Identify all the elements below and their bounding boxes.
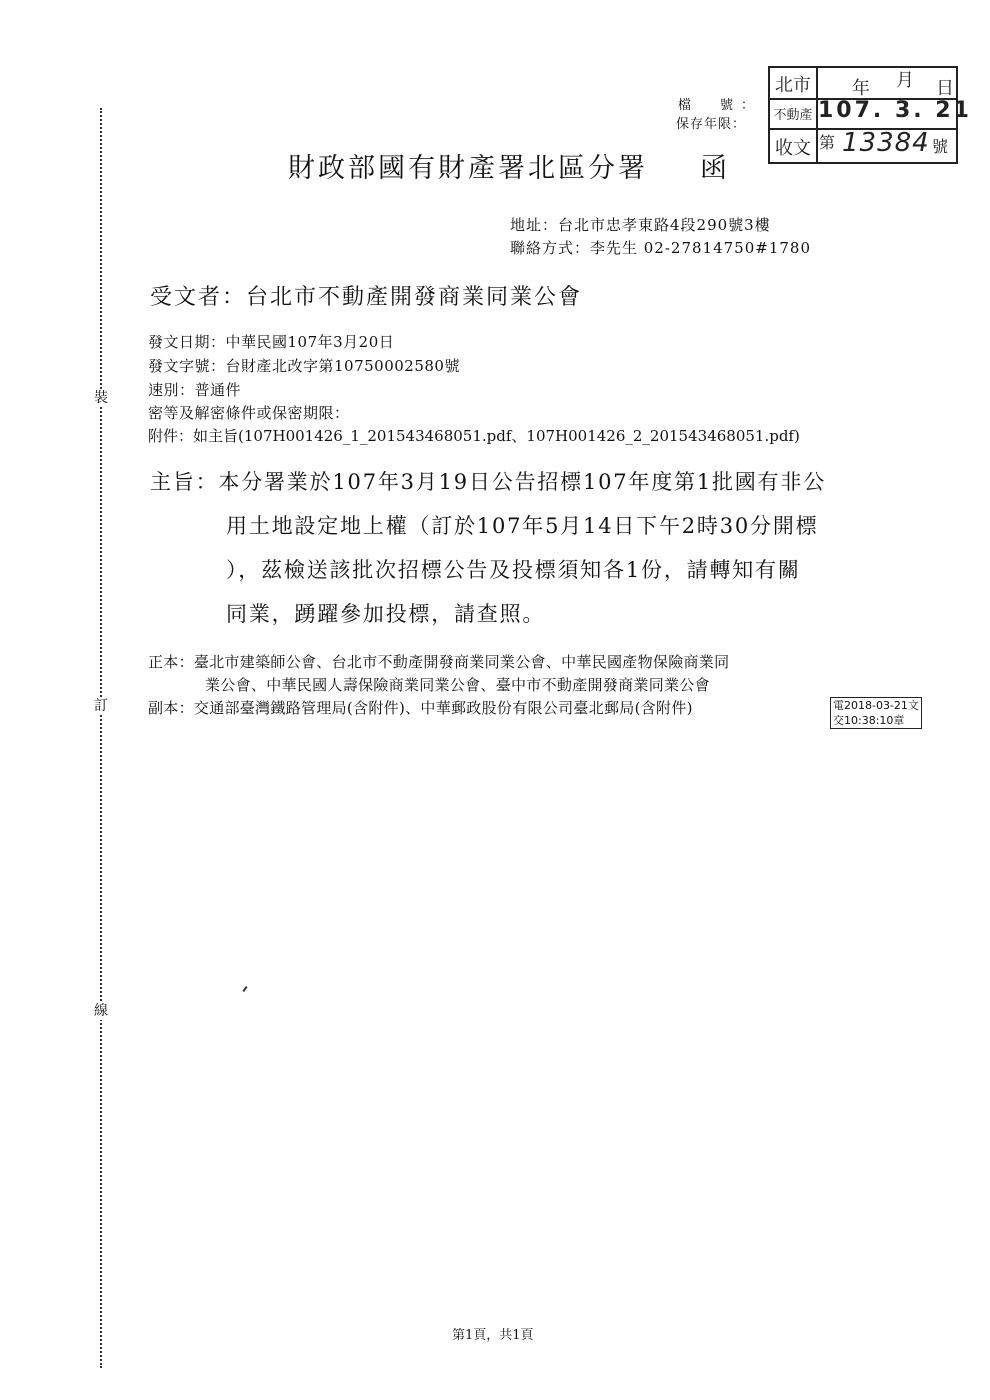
file-number-label: 檔 號： — [678, 98, 763, 113]
receipt-stamp — [768, 66, 972, 164]
stray-pen-mark — [242, 986, 247, 992]
issue-date: 發文日期：中華民國107年3月20日 — [148, 333, 395, 351]
subject-line-1: 主旨：本分署業於107年3月19日公告招標107年度第1批國有非公 — [150, 470, 827, 494]
document-number: 發文字號：台財產北改字第10750002580號 — [148, 357, 460, 375]
subject-line-3: ），茲檢送該批次招標公告及投標須知各1份，請轉知有關 — [226, 558, 801, 582]
stamp-receipt: 收文 — [775, 138, 811, 159]
agency-contact: 聯絡方式：李先生 02-27814750#1780 — [510, 239, 812, 257]
electronic-stamp-line-1: 電2018-03-21文 — [833, 699, 919, 712]
stamp-month-char: 月 — [896, 70, 914, 91]
secrecy-level: 密等及解密條件或保密期限： — [148, 404, 350, 422]
copy-recipients: 副本：交通部臺灣鐵路管理局(含附件)、中華郵政股份有限公司臺北郵局(含附件) — [148, 699, 693, 717]
delivery-speed: 速別：普通件 — [148, 381, 242, 399]
binding-char-ding: 訂 — [94, 698, 108, 714]
recipient: 受文者：台北市不動產開發商業同業公會 — [150, 285, 583, 310]
retention-period-label: 保存年限： — [676, 117, 747, 132]
stamp-number: 13384 — [842, 128, 930, 158]
original-recipients-line-1: 正本：臺北市建築師公會、台北市不動產開發商業同業公會、中華民國產物保險商業同 — [148, 653, 730, 671]
electronic-transmission-stamp — [830, 697, 922, 729]
stamp-date-value: 107. 3. 21 — [818, 98, 972, 123]
binding-char-zhuang: 裝 — [94, 390, 108, 406]
agency-address: 地址：台北市忠孝東路4段290號3樓 — [510, 216, 771, 234]
attachment: 附件：如主旨(107H001426_1_201543468051.pdf、107H001426_2_201543468051.pdf) — [148, 427, 800, 445]
original-recipients-line-2: 業公會、中華民國人壽保險商業同業公會、臺中市不動產開發商業同業公會 — [205, 676, 710, 694]
subject-line-4: 同業，踴躍參加投標，請查照。 — [226, 602, 546, 626]
stamp-city: 北市 — [775, 75, 811, 96]
stamp-year-char: 年 — [852, 78, 870, 99]
electronic-stamp-line-2: 交10:38:10章 — [833, 714, 905, 727]
subject-line-2: 用土地設定地上權（訂於107年5月14日下午2時30分開標 — [226, 514, 819, 538]
stamp-day-char: 日 — [936, 78, 954, 99]
binding-margin-line — [100, 108, 102, 1368]
binding-char-xian: 線 — [94, 1003, 108, 1019]
document-type: 函 — [700, 153, 730, 184]
stamp-dept: 不動產 — [773, 108, 813, 123]
stamp-no-suffix: 號 — [932, 137, 949, 156]
agency-title: 財政部國有財產署北區分署 — [288, 153, 648, 184]
page-number: 第1頁，共1頁 — [452, 1328, 534, 1343]
stamp-no-prefix: 第 — [819, 133, 836, 152]
